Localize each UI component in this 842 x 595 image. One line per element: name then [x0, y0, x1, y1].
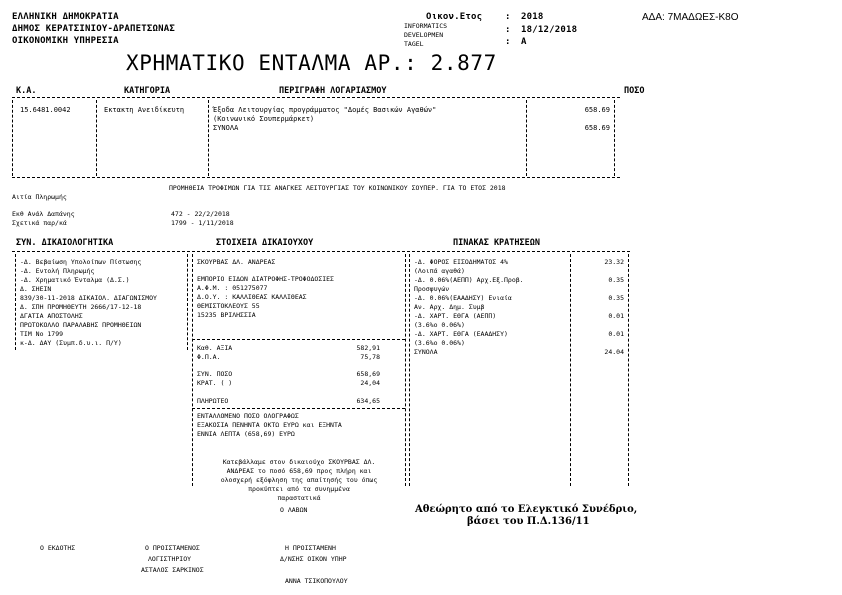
document-item: κ-Δ. ΔΑΥ (Συμπ.δ.υ.ι. Π/Υ) [20, 339, 122, 347]
signature-head-1-title: Ο ΠΡΟΙΣΤΑΜΕΝΟΣ [145, 544, 200, 552]
deduction-sub: Προσφυγών [414, 285, 450, 293]
deposit-note-line: Κατεβάλλαμε στον δικαιούχο ΣΚΟΥΡΒΑΣ ΔΛ. [222, 458, 376, 466]
decision-label: Εκθ Ανάλ Δαπάνης [12, 210, 75, 218]
deduction-value: 0.35 [608, 294, 624, 302]
beneficiary-doy: Δ.Ο.Υ. : ΚΑΛΛΙΘΕΑΣ ΚΑΛΛΙΘΕΑΣ [197, 293, 307, 301]
deductions-total-label: ΣΥΝΟΛΑ [414, 348, 438, 356]
deduction-value: 23.32 [604, 258, 624, 266]
series-value: Α [521, 37, 527, 47]
overlay-line-2: DEVELOPMEN [404, 31, 444, 39]
document-item: ΠΡΩΤΟΚΟΛΛΟ ΠΑΡΑΛΑΒΗΣ ΠΡΟΜΗΘΕΙΩΝ [20, 321, 142, 329]
deduction-label: -Δ. ΦΟΡΟΣ ΕΙΣΟΔΗΜΑΤΟΣ 4% [414, 258, 508, 266]
divider [12, 97, 620, 98]
document-item: ΤΙΜ Νο 1799 [20, 330, 64, 338]
deposit-note-line: ΑΝΔΡΕΑΣ το ποσό 658,69 προς πλήρη και [226, 467, 372, 475]
deductions-total-value: 24.04 [604, 348, 624, 356]
document-item: -Δ. Χρηματικό Ένταλμα (Δ.Σ.) [20, 276, 130, 284]
amount-value: 634,65 [356, 397, 380, 405]
fiscal-year-colon: : [505, 12, 511, 22]
table-border [208, 100, 209, 176]
document-item: -Δ. Βεβαίωση Υπολοίπων Πίστωσης [20, 258, 142, 266]
table-border [96, 100, 97, 176]
amount-label: Φ.Π.Α. [197, 353, 221, 361]
deduction-value: 0.01 [608, 330, 624, 338]
fiscal-year-value: 2018 [521, 12, 544, 22]
signature-issuer: Ο ΕΚΔΟΤΗΣ [40, 544, 76, 552]
amount-label: Καθ. ΑΞΙΑ [197, 344, 233, 352]
deduction-sub: (3.6%ο 0.06%) [414, 321, 465, 329]
amount-words-line: ΕΞΑΚΟΣΙΑ ΠΕΝΗΝΤΑ ΟΚΤΩ ΕΥΡΩ και ΕΞΗΝΤΑ [197, 421, 342, 429]
signature-head-2-role: Δ/ΝΣΗΣ ΟΙΚΟΝ ΥΠΗΡ [280, 555, 347, 563]
org-line-3: ΟΙΚΟΝΟΜΙΚΗ ΥΠΗΡΕΣΙΑ [12, 36, 119, 46]
deduction-label: -Δ. 0.06%(ΑΕΠΠ) Αρχ.Εξ.Προβ. [414, 276, 524, 284]
divider [192, 339, 405, 340]
table-border [12, 100, 13, 176]
beneficiary-name: ΣΚΟΥΡΒΑΣ ΔΛ. ΑΝΔΡΕΑΣ [197, 258, 276, 266]
table-border [628, 254, 629, 486]
date-value: 18/12/2018 [521, 25, 578, 35]
amount-label: ΣΥΝ. ΠΟΣΟ [197, 370, 233, 378]
divider [192, 408, 405, 409]
deposit-note-line: παραστατικά [277, 494, 321, 502]
overlay-line-3: TAGEL [404, 40, 424, 48]
approval-note-line-2: βάσει του Π.Δ.136/11 [467, 516, 590, 527]
date-colon: : [505, 25, 511, 35]
table-border [187, 254, 188, 350]
document-item: Δ. ΣΗΕΙΝ [20, 285, 52, 293]
section-deductions: ΠΙΝΑΚΑΣ ΚΡΑΤΗΣΕΩΝ [453, 238, 540, 248]
table-border [409, 254, 410, 486]
amount-words-line: ΕΝΤΑΛΛΟΜΕΝΟ ΠΟΣΟ ΟΛΟΓΡΑΦΩΣ [197, 412, 299, 420]
overlay-line-1: INFORMATICS [404, 22, 448, 30]
approval-note-line-1: Αθεώρητο από το Ελεγκτικό Συνέδριο, [415, 504, 638, 515]
table-border [614, 100, 615, 176]
decision-value: 472 - 22/2/2018 [171, 210, 230, 218]
table-border [526, 100, 527, 176]
divider [12, 251, 630, 252]
line-item-amount: 658.69 [584, 106, 610, 114]
document-item: Δ. ΣΠΗ ΠΡΟΜΗΘΕΥΤΗ 2666/17-12-18 [20, 303, 142, 311]
table-border [15, 254, 16, 350]
deduction-sub: (3.6%ο 0.06%) [414, 339, 465, 347]
deduction-label: -Δ. ΧΑΡΤ. ΕΘΓΑ (ΕΑΑΔΗΣΥ) [414, 330, 508, 338]
series-colon: : [505, 37, 511, 47]
deduction-value: 0.01 [608, 312, 624, 320]
amount-value: 75,78 [360, 353, 380, 361]
deposit-note-line: προκύπτει από τα συνημμένα [248, 485, 350, 493]
line-item-sum-label: ΣΥΝΟΛΑ [213, 124, 239, 132]
deduction-label: -Δ. ΧΑΡΤ. ΕΘΓΑ (ΑΕΠΠ) [414, 312, 497, 320]
signature-head-1-role: ΛΟΓΙΣΤΗΡΙΟΥ [148, 555, 192, 563]
line-item-category: Εκτακτη Ανειδίκευτη [104, 106, 185, 114]
deduction-label: -Δ. 0.06%(ΕΑΑΔΗΣΥ) Ενιαία [414, 294, 512, 302]
org-line-2: ΔΗΜΟΣ ΚΕΡΑΤΣΙΝΙΟΥ-ΔΡΑΠΕΤΣΩΝΑΣ [12, 24, 175, 34]
table-border [405, 254, 406, 486]
line-item-ka: 15.6481.0042 [20, 106, 71, 114]
table-border [570, 254, 571, 486]
fiscal-year-label: Οικον.Ετος [426, 12, 483, 22]
divider [12, 177, 620, 178]
section-beneficiary: ΣΤΟΙΧΕΙΑ ΔΙΚΑΙΟΥΧΟΥ [216, 238, 314, 248]
section-documents: ΣΥΝ. ΔΙΚΑΙΟΛΟΓΗΤΙΚΑ [16, 238, 114, 248]
document-item: ΔΓΑΤΙΑ ΑΠΟΣΤΟΛΗΣ [20, 312, 83, 320]
table-border [192, 254, 193, 486]
ada-code: ΑΔΑ: 7ΜΑΔΩΕΣ-Κ8Ο [642, 12, 739, 23]
signature-head-2-name: ΑΝΝΑ ΤΣΙΚΟΠΟΥΛΟΥ [285, 577, 348, 585]
deduction-sub: Αν. Αρχ. Δημ. Συμβ [414, 303, 485, 311]
payment-reason-label: Αιτία Πληρωμής [12, 193, 67, 201]
related-value: 1799 - 1/11/2018 [171, 219, 234, 227]
signature-head-1-name: ΑΣΤΑΛΟΣ ΣΑΡΚΙΝΟΣ [141, 566, 204, 574]
beneficiary-business: ΕΜΠΟΡΙΟ ΕΙΔΩΝ ΔΙΑΤΡΟΦΗΣ-ΤΡΟΦΟΔΟΣΙΕΣ [197, 275, 334, 283]
amount-label: ΠΛΗΡΩΤΕΟ [197, 397, 229, 405]
deduction-value: 0.35 [608, 276, 624, 284]
receiver-label: Ο ΛΑΒΩΝ [280, 506, 308, 514]
beneficiary-afm: Α.Φ.Μ. : 051275077 [197, 284, 268, 292]
justification-text: ΠΡΟΜΗΘΕΙΑ ΤΡΟΦΙΜΩΝ ΓΙΑ ΤΙΣ ΑΝΑΓΚΕΣ ΛΕΙΤΟΥΡΓΙΑΣ ΤΟΥ ΚΟΙΝΩΝΙΚΟΥ ΣΟΥΠΕΡ. ΓΙΑ ΤΟ ΕΤΟΣ 2018 [169, 184, 506, 192]
deduction-sub: (Λοιπά αγαθά) [414, 267, 465, 275]
document-item: 839/30-11-2018 ΔΙΚΑΙΟΛ. ΔΙΑΓΩΝΙΣΜΟΥ [20, 294, 157, 302]
col-header-ka: Κ.Α. [16, 86, 37, 96]
amount-value: 658,69 [356, 370, 380, 378]
amount-value: 24,04 [360, 379, 380, 387]
col-header-amount: ΠΟΣΟ [624, 86, 645, 96]
line-item-description-1: Έξοδα Λειτουργίας προγράμματος "Δομές Βασικών Αγαθών" [213, 106, 437, 114]
deposit-note-line: ολοσχερή εξόφληση της απαίτησής του όπως [220, 476, 378, 484]
beneficiary-address: ΘΕΜΙΣΤΟΚΛΕΟΥΣ 55 [197, 302, 260, 310]
amount-words-line: ΕΝΝΙΑ ΛΕΠΤΑ (658,69) ΕΥΡΩ [197, 430, 295, 438]
page-title: ΧΡΗΜΑΤΙΚΟ ΕΝΤΑΛΜΑ ΑΡ.: 2.877 [126, 51, 497, 75]
line-item-sum-amount: 658.69 [584, 124, 610, 132]
related-label: Σχετικά παρ/κά [12, 219, 67, 227]
signature-head-2-title: Η ΠΡΟΙΣΤΑΜΕΝΗ [285, 544, 336, 552]
org-line-1: ΕΛΛΗΝΙΚΗ ΔΗΜΟΚΡΑΤΙΑ [12, 12, 119, 22]
amount-value: 582,91 [356, 344, 380, 352]
line-item-description-2: (Κοινωνικό Σουπερμάρκετ) [213, 115, 315, 123]
col-header-category: ΚΑΤΗΓΟΡΙΑ [124, 86, 171, 96]
document-item: -Δ. Εντολή Πληρωμής [20, 267, 95, 275]
beneficiary-city: 15235 ΒΡΙΛΗΣΣΙΑ [197, 311, 256, 319]
amount-label: ΚΡΑΤ. ( ) [197, 379, 233, 387]
col-header-description: ΠΕΡΙΓΡΑΦΗ ΛΟΓΑΡΙΑΣΜΟΥ [279, 86, 387, 96]
